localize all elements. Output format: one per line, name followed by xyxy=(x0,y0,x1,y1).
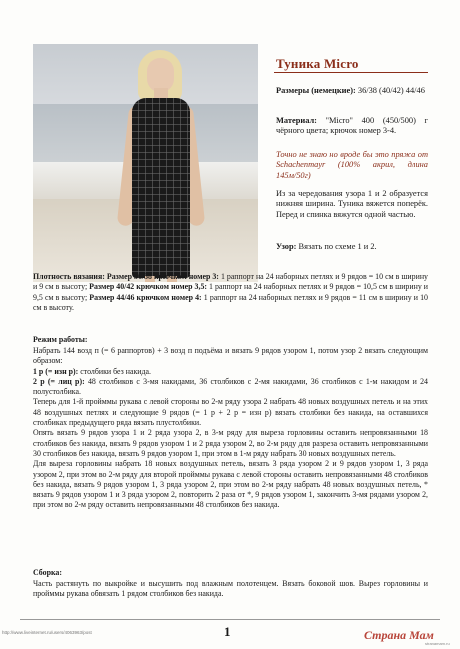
row2-paragraph xyxy=(33,377,428,398)
sizes-value: 36/38 (40/42) 44/46 xyxy=(355,86,425,95)
gauge-label-1: Плотность вязания: Размер 36/38 крючком номер 3: xyxy=(33,272,219,281)
material-paragraph xyxy=(276,116,428,137)
assembly-text: Часть растянуть по выкройке и высушить под влажным полотенцем. Вязать боковой шов. Вырез горловины и пройммы рукава обвязать 1 рядом столбиков без накида. xyxy=(33,579,428,599)
work-heading: Режим работы: xyxy=(33,335,88,344)
sizes-paragraph xyxy=(276,86,428,96)
site-logo: Страна Мам xyxy=(364,628,434,642)
pattern-value: Вязать по схеме 1 и 2. xyxy=(296,242,377,251)
row1-paragraph xyxy=(33,367,428,377)
gauge-text-1: 1 раппорт на 24 наборных петлях и 9 рядов = 10 см в ширину и 9 см в высоту; xyxy=(33,272,428,292)
pattern-paragraph xyxy=(276,242,428,252)
pattern-label: Узор: xyxy=(276,242,297,251)
work-section xyxy=(33,346,428,511)
material-label: Материал: xyxy=(276,116,317,125)
title-rule xyxy=(274,72,428,73)
row2-text: 48 столбиков с 3-мя накидами, 36 столбиков с 2-мя накидами, 36 столбиков с 1-м накидом и 24 полустолбика. xyxy=(33,376,428,397)
model-photo xyxy=(33,44,258,282)
construction-paragraph: Из за чередования узора 1 и 2 образуется нижняя ширина. Туника вяжется поперёк. Перед и спинка вяжутся одной частью. xyxy=(276,189,428,219)
material-value: "Micro" 400 (450/500) г чёрного цвета; крючок номер 3-4. xyxy=(276,116,428,136)
gauge-text-2: 1 раппорт на 24 наборных петлях и 9 рядов = 10,5 см в ширину и 9,5 см в высоту; xyxy=(33,282,428,302)
row1-label: 1 р (= изн р): xyxy=(33,366,79,376)
yarn-note: Точно не знаю но вроде бы это пряжа от Schachenmayr (100% акрил, длина 145м/50г) xyxy=(276,150,428,180)
gauge-label-3: Размер 44/46 крючком номер 4: xyxy=(89,292,202,302)
assembly-heading: Сборка: xyxy=(33,568,62,577)
gauge-paragraph xyxy=(33,272,428,313)
row1-text: столбики без накида. xyxy=(78,366,151,376)
sizes-label: Размеры (немецкие): xyxy=(276,86,356,95)
gauge-label-2: Размер 40/42 крючком номер 3,5: xyxy=(89,282,208,292)
footer-rule xyxy=(20,619,440,620)
gauge-text-3: 1 раппорт на 24 наборных петлях и 9 рядов = 11 см в ширину и 10 см в высоту. xyxy=(33,292,428,312)
page-number: 1 xyxy=(224,624,231,639)
row2-label: 2 р (= лиц р): xyxy=(33,376,85,386)
pattern-title: Туника Micro xyxy=(276,56,359,71)
photo-face xyxy=(147,58,174,92)
armhole-paragraph: Теперь для 1-й пройммы рукава с левой стороны во 2-м ряду узора 2 набрать 48 новых воздушных петель и на этих 48 воздушных петлях и следующие 9 рядов (= 1 р + 2 р = изн р) вязать столбики без накида, на оставшихся столбиках предыдущего ряда вязать плустолбики. xyxy=(33,397,428,428)
photo-tunic xyxy=(132,98,190,278)
site-logo-url: stranamam.ru xyxy=(425,641,450,646)
neckline-paragraph: Опять вязать 9 рядов узора 1 и 2 ряда узора 2, в 3-м ряду для выреза горловины оставить непровязанными 18 столбиков без накида, вязать 9 рядов узором 1 и 2 ряда узором 2, во 2-м ряду для разреза оставить непровязанными 30 столбиков без накида, вязать 9 рядов узором 1, при этом в 1-м ряду набрать 30 новых воздушных петель. xyxy=(33,428,428,458)
second-armhole-paragraph: Для выреза горловины набрать 18 новых воздушных петель, вязать 3 ряда узором 2 и 9 рядов узором 1, 3 ряда узором 2, при этом во 2-м ряду для второй пройммы рукава с левой стороны оставить непровязанными 48 столбиков без накида, вязать 9 рядов узором 1, 3 ряда узором 2, при этом во 2-м ряду набрать 48 новых воздушных петель, * вязать 9 рядов узором 1 и 3 ряда узором 2, повторить 2 раза от *, 9 рядов узором 1, закончить 3-мя рядами узором 2, при этом во 2-м ряду оставить непровязанными 48 столбиков без накида. xyxy=(33,459,428,510)
work-intro: Набрать 144 возд п (= 6 раппортов) + 3 возд п подъёма и вязать 9 рядов узором 1, потом узор 2 вязать следующим образом: xyxy=(33,346,428,366)
source-url: http://www.liveinternet.ru/users/4063963/post xyxy=(2,630,92,635)
